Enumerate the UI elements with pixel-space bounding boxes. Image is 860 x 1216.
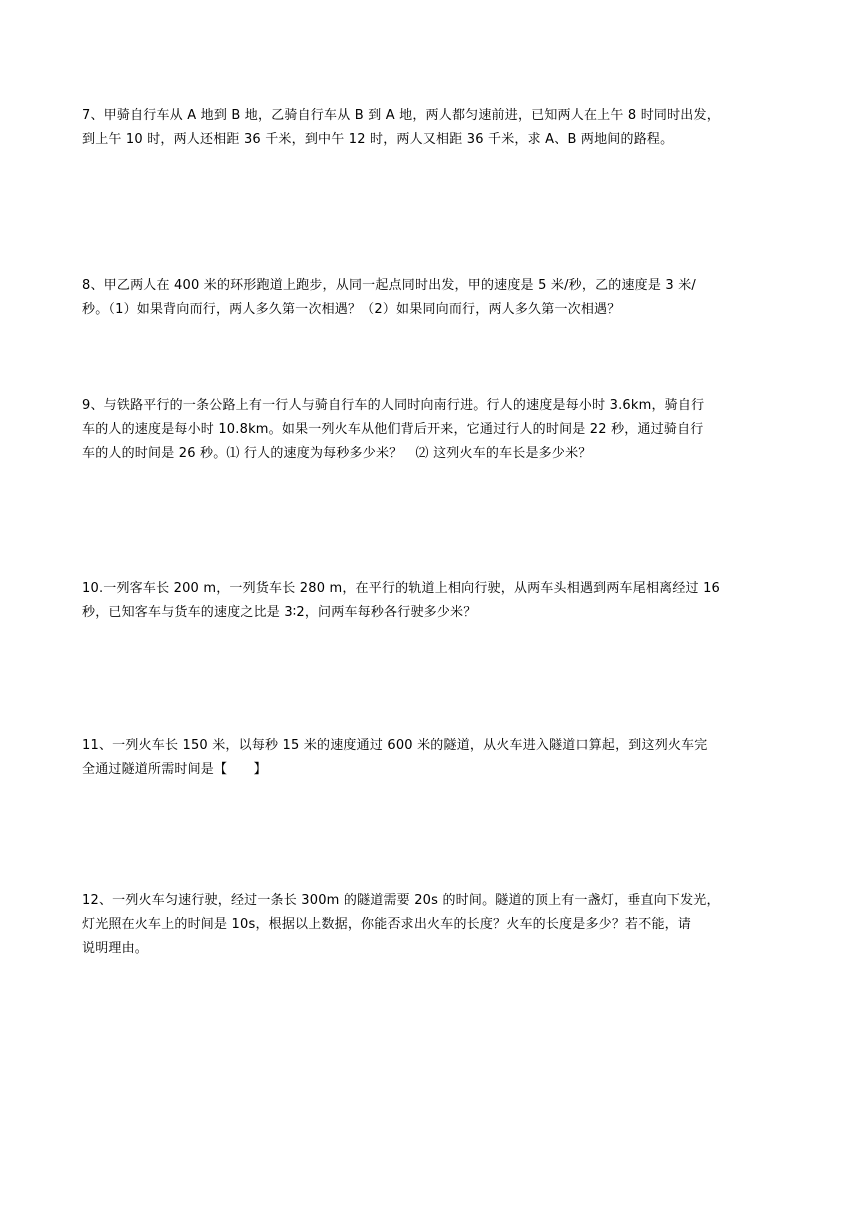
question-9-line-3: 车的人的时间是 26 秒。⑴ 行人的速度为每秒多少米？ ⑵ 这列火车的车长是多少米？ [82,446,592,461]
question-12-line-1: 12、一列火车匀速行驶，经过一条长 300m 的隧道需要 20s 的时间。隧道的顶上有一盏灯，垂直向下发光， [82,893,720,908]
question-9 [82,394,780,466]
question-11-line-1: 11、一列火车长 150 米，以每秒 15 米的速度通过 600 米的隧道，从火车进入隧道口算起，到这列火车完 [82,738,708,753]
question-7 [82,104,780,152]
question-9-line-1: 9、与铁路平行的一条公路上有一行人与骑自行车的人同时向南行进。行人的速度是每小时 3.6km，骑自行 [82,398,705,413]
question-8-line-1: 8、甲乙两人在 400 米的环形跑道上跑步，从同一起点同时出发，甲的速度是 5 米/秒，乙的速度是 3 米/ [82,278,696,293]
question-11 [82,734,780,782]
question-9-line-2: 车的人的速度是每小时 10.8km。如果一列火车从他们背后开来，它通过行人的时间是 22 秒，通过骑自行 [82,422,704,437]
question-11-line-2: 全通过隧道所需时间是【 】 [82,762,267,777]
question-10-line-2: 秒，已知客车与货车的速度之比是 3∶2，问两车每秒各行驶多少米？ [82,605,477,620]
question-12 [82,889,780,961]
question-10 [82,577,780,625]
question-12-line-3: 说明理由。 [82,941,149,956]
question-8-line-2: 秒。（1）如果背向而行，两人多久第一次相遇？（2）如果同向而行，两人多久第一次相遇？ [82,302,621,317]
question-12-line-2: 灯光照在火车上的时间是 10s，根据以上数据，你能否求出火车的长度？火车的长度是多少？若不能，请 [82,917,692,932]
question-8 [82,274,780,322]
question-7-line-2: 到上午 10 时，两人还相距 36 千米，到中午 12 时，两人又相距 36 千米，求 A、B 两地间的路程。 [82,132,674,147]
question-10-line-1: 10.一列客车长 200 m，一列货车长 280 m，在平行的轨道上相向行驶，从两车头相遇到两车尾相离经过 16 [82,581,721,596]
question-7-line-1: 7、甲骑自行车从 A 地到 B 地，乙骑自行车从 B 到 A 地，两人都匀速前进，已知两人在上午 8 时同时出发， [82,108,720,123]
